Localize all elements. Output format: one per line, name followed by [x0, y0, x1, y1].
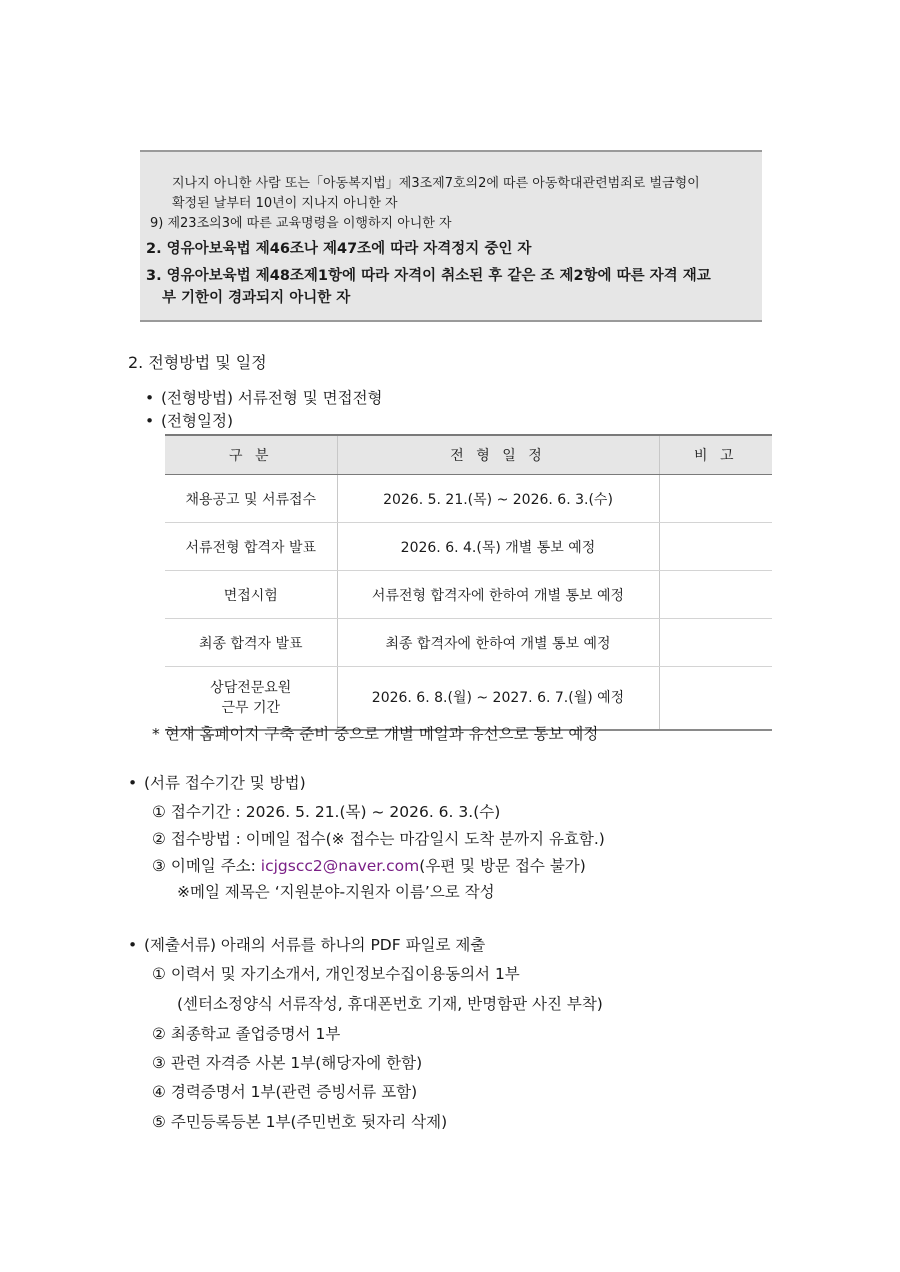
item-text: 접수방법 : 이메일 접수(※ 접수는 마감일시 도착 분까지 유효함.): [170, 830, 605, 848]
table-footnote: * 현재 홈페이지 구축 준비 중으로 개별 메일과 유선으로 통보 예정: [152, 725, 599, 743]
header-category: 구 분: [165, 435, 337, 475]
bullet-icon: •: [145, 412, 155, 430]
header-note: 비 고: [659, 435, 772, 475]
item-text: 이메일 주소:: [170, 857, 261, 875]
document-item: [152, 1051, 422, 1073]
table-row: [165, 619, 772, 667]
row-note: [659, 475, 772, 523]
document-item: [152, 1080, 417, 1102]
item-text-suffix: (우편 및 방문 접수 불가): [419, 857, 586, 875]
email-link[interactable]: icjgscc2@naver.com: [260, 857, 420, 875]
document-item: [152, 1110, 447, 1132]
schedule-table: [165, 434, 772, 731]
item-number: ①: [152, 803, 166, 821]
schedule-label: (전형일정): [161, 412, 233, 430]
box-item-3-cont: 부 기한이 경과되지 아니한 자: [162, 290, 351, 306]
table-row: [165, 571, 772, 619]
item-number: ③: [152, 1054, 166, 1072]
box-line: 지나지 아니한 사람 또는「아동복지법」제3조제7호의2에 따른 아동학대관련범죄로 벌금형이: [172, 176, 700, 191]
row-note: [659, 619, 772, 667]
document-item-sub: (센터소정양식 서류작성, 휴대폰번호 기재, 반명함판 사진 부착): [177, 995, 603, 1013]
item-text: 최종학교 졸업증명서 1부: [170, 1025, 341, 1043]
disqualification-box: [140, 150, 762, 322]
row-schedule: 최종 합격자에 한하여 개별 통보 예정: [337, 619, 659, 667]
bullet-icon: •: [145, 389, 155, 407]
item-number: ④: [152, 1083, 166, 1101]
item-number: ①: [152, 965, 166, 983]
row-note: [659, 523, 772, 571]
row-category: 서류전형 합격자 발표: [165, 523, 337, 571]
box-item-2: 2. 영유아보육법 제46조나 제47조에 따라 자격정지 중인 자: [146, 241, 532, 257]
document-item: [152, 1022, 340, 1044]
bullet-icon: •: [128, 774, 138, 792]
application-heading: (서류 접수기간 및 방법): [144, 774, 306, 792]
method-text: (전형방법) 서류전형 및 면접전형: [161, 389, 383, 407]
item-number: ②: [152, 1025, 166, 1043]
row-category: 최종 합격자 발표: [165, 619, 337, 667]
row-category: 면접시험: [165, 571, 337, 619]
row-schedule: 2026. 6. 8.(월) ~ 2027. 6. 7.(월) 예정: [337, 667, 659, 731]
row-category: 채용공고 및 서류접수: [165, 475, 337, 523]
application-item: [152, 854, 586, 876]
row-note: [659, 571, 772, 619]
box-line: 9) 제23조의3에 따른 교육명령을 이행하지 아니한 자: [150, 216, 452, 231]
application-item: [152, 827, 605, 849]
item-text: 관련 자격증 사본 1부(해당자에 한함): [170, 1054, 423, 1072]
item-text: 주민등록등본 1부(주민번호 뒷자리 삭제): [170, 1113, 448, 1131]
box-item-3: 3. 영유아보육법 제48조제1항에 따라 자격이 취소된 후 같은 조 제2항에 따른 자격 재교: [146, 268, 711, 284]
bullet-icon: •: [128, 936, 138, 954]
row-category-line: 상담전문요원: [210, 680, 292, 696]
application-item: [152, 800, 500, 822]
documents-bullet: [128, 933, 485, 955]
item-text: 이력서 및 자기소개서, 개인정보수집이용동의서 1부: [170, 965, 520, 983]
table-row: [165, 523, 772, 571]
row-schedule: 2026. 6. 4.(목) 개별 통보 예정: [337, 523, 659, 571]
method-bullet: [145, 386, 383, 408]
row-schedule: 서류전형 합격자에 한하여 개별 통보 예정: [337, 571, 659, 619]
documents-heading: (제출서류) 아래의 서류를 하나의 PDF 파일로 제출: [144, 936, 486, 954]
row-category: [165, 667, 337, 731]
document-item: [152, 962, 520, 984]
row-schedule: 2026. 5. 21.(목) ~ 2026. 6. 3.(수): [337, 475, 659, 523]
table-row: [165, 475, 772, 523]
item-number: ⑤: [152, 1113, 166, 1131]
row-category-line: 근무 기간: [221, 700, 281, 716]
schedule-bullet: [145, 409, 233, 431]
application-bullet: [128, 771, 306, 793]
item-number: ②: [152, 830, 166, 848]
table-row: [165, 667, 772, 731]
item-text: 경력증명서 1부(관련 증빙서류 포함): [170, 1083, 418, 1101]
item-number: ③: [152, 857, 166, 875]
box-line: 확정된 날부터 10년이 지나지 아니한 자: [172, 196, 398, 211]
item-text: 접수기간 : 2026. 5. 21.(목) ~ 2026. 6. 3.(수): [170, 803, 501, 821]
header-schedule: 전 형 일 정: [337, 435, 659, 475]
email-subject-note: ※메일 제목은 ‘지원분야-지원자 이름’으로 작성: [177, 883, 495, 901]
row-note: [659, 667, 772, 731]
table-header-row: [165, 435, 772, 475]
section-heading: 2. 전형방법 및 일정: [128, 353, 267, 372]
